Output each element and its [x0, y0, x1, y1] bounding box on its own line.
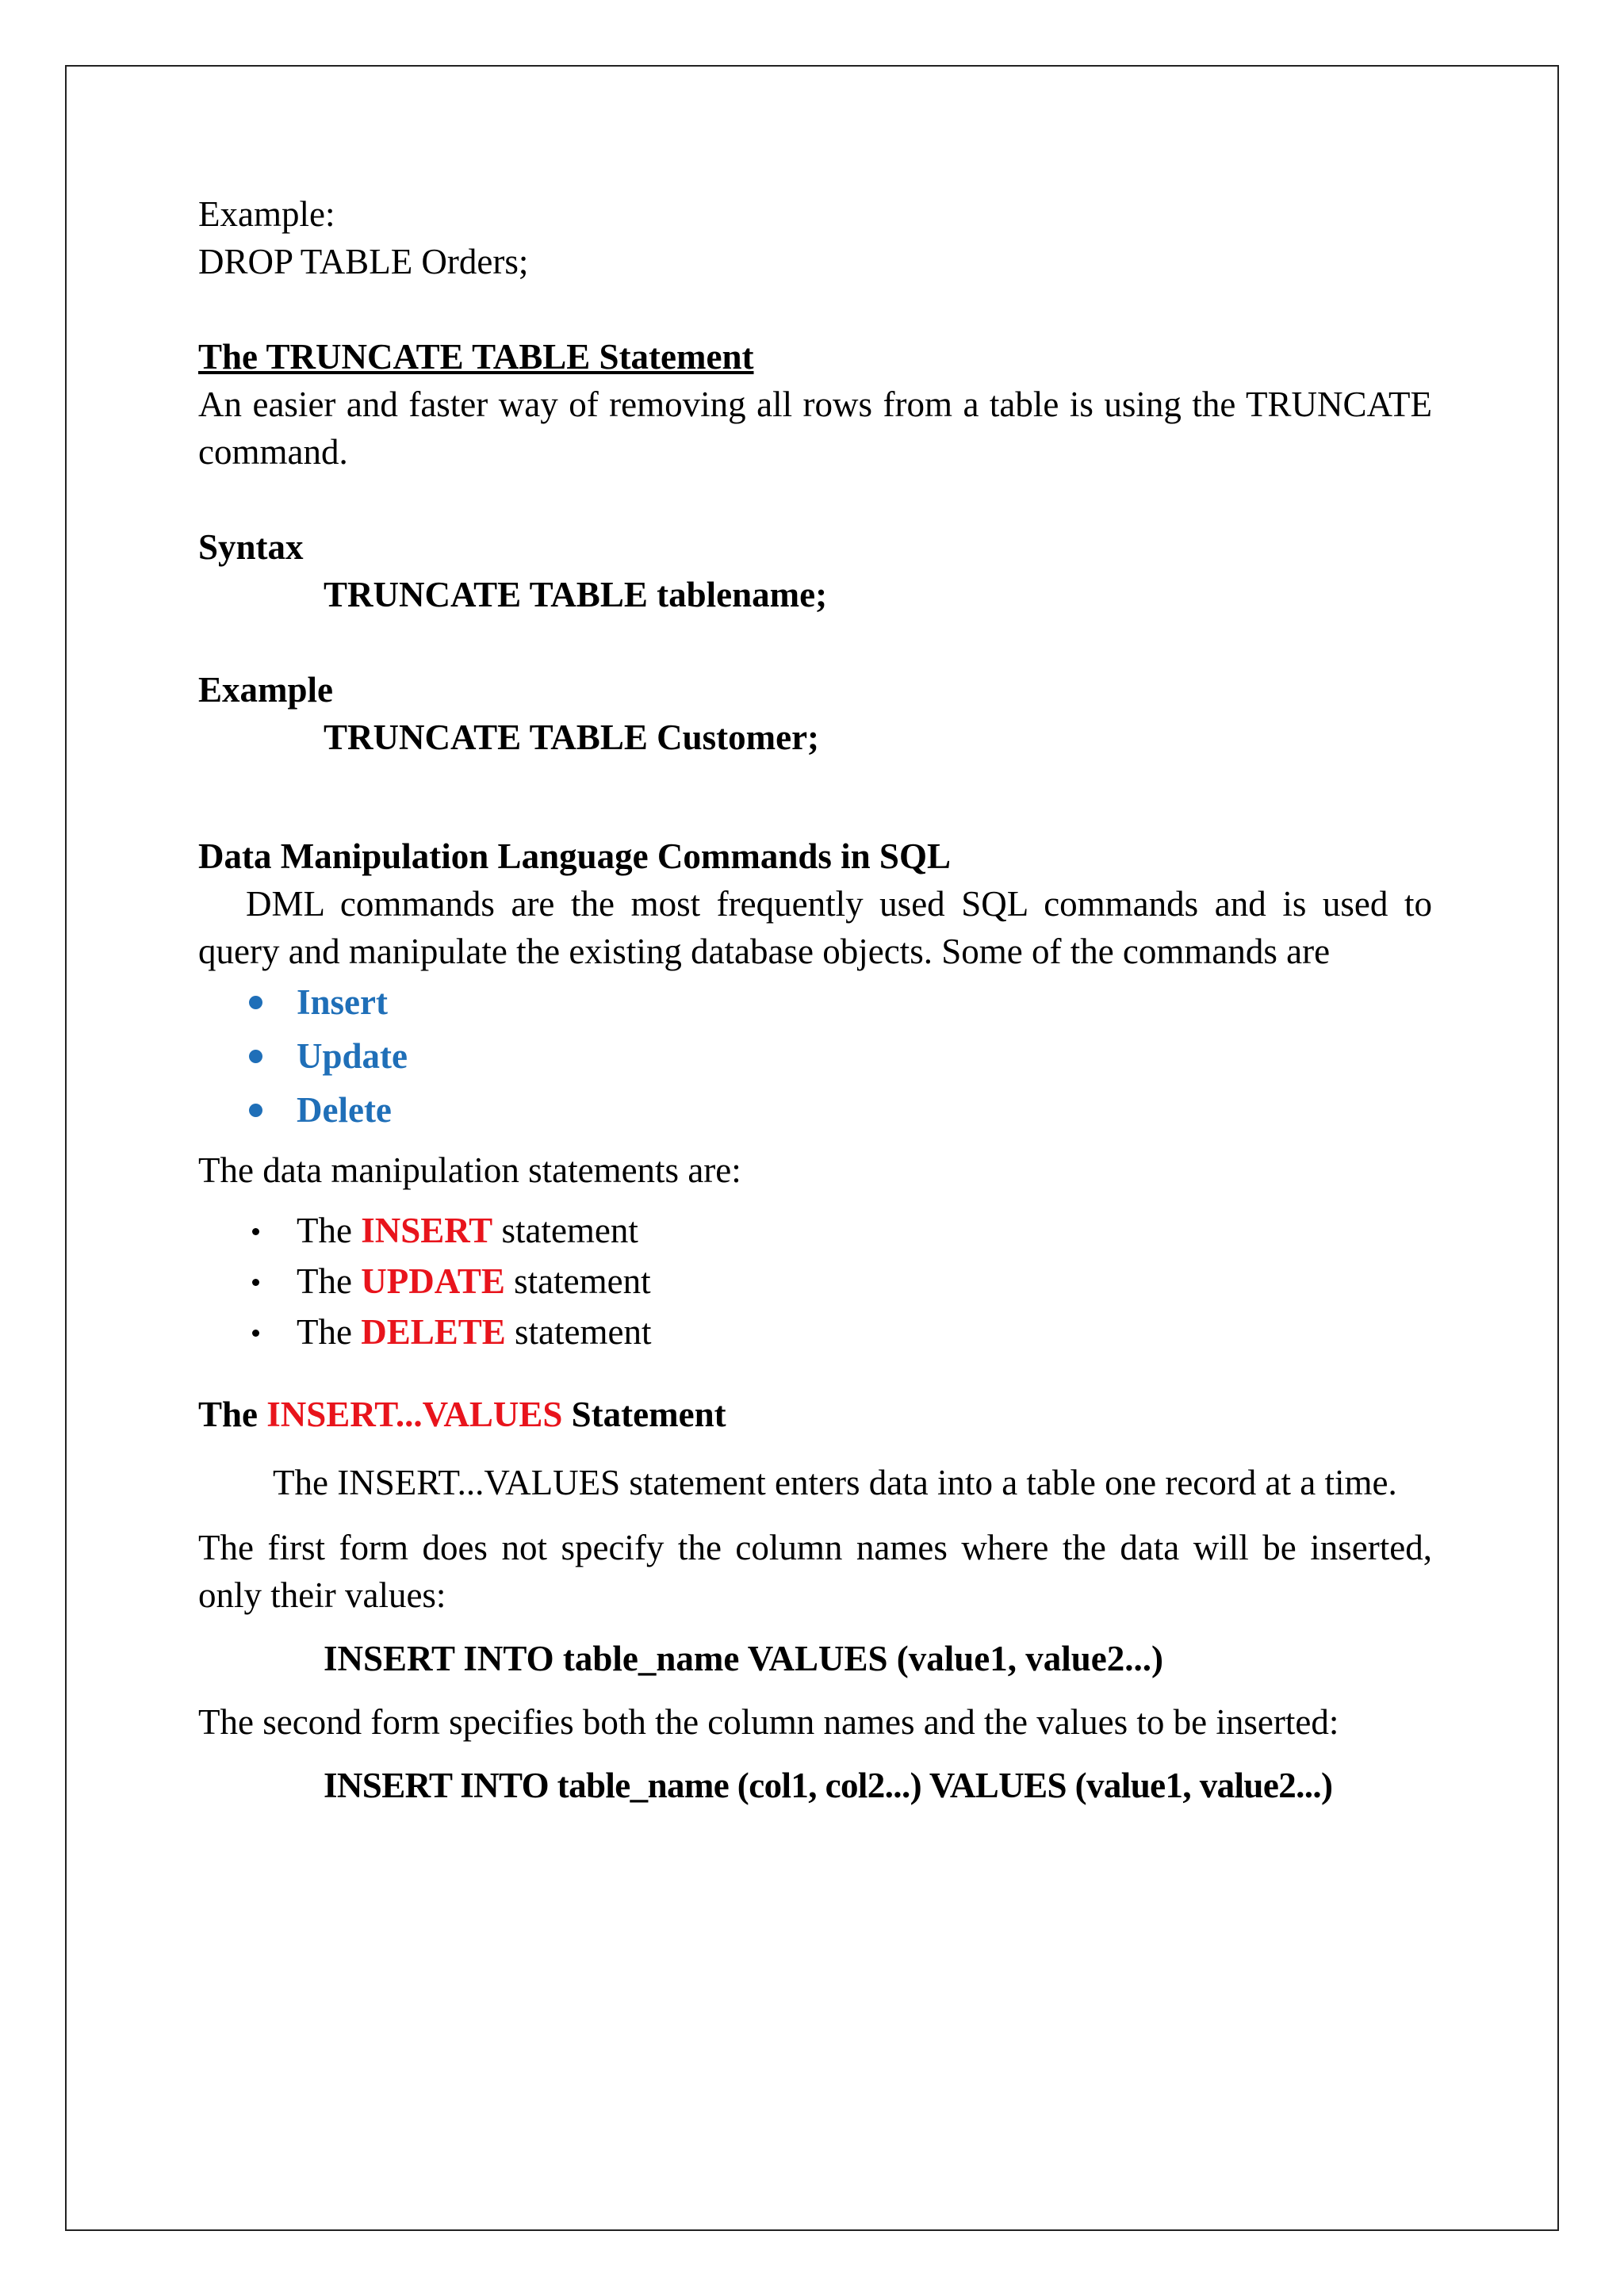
- first-form-text: The first form does not specify the column names where the data will be inserted, only their values:: [198, 1528, 1432, 1615]
- list-item: [198, 1029, 1432, 1083]
- example-code: TRUNCATE TABLE Customer;: [324, 718, 820, 757]
- dml-description: DML commands are the most frequently used SQL commands and is used to query and manipulate the existing database objects. Some of the commands are: [198, 884, 1432, 971]
- truncate-description: An easier and faster way of removing all rows from a table is using the TRUNCATE command.: [198, 385, 1432, 472]
- statement-prefix: The: [297, 1211, 352, 1250]
- dml-heading: Data Manipulation Language Commands in SQL: [198, 836, 951, 876]
- bullet-icon: [249, 996, 262, 1009]
- bullet-icon: [252, 1228, 259, 1235]
- statement-prefix: The: [297, 1312, 352, 1352]
- statement-keyword: DELETE: [361, 1312, 506, 1352]
- dml-command-insert: Insert: [297, 982, 388, 1022]
- example-heading: Example: [198, 670, 334, 710]
- insert-heading-prefix: The: [198, 1395, 259, 1434]
- statement-keyword: UPDATE: [361, 1261, 505, 1301]
- statement-suffix: statement: [515, 1312, 652, 1352]
- second-form-code: INSERT INTO table_name (col1, col2...) VALUES (value1, value2...): [324, 1766, 1333, 1805]
- first-form-code: INSERT INTO table_name VALUES (value1, value2...): [324, 1639, 1164, 1678]
- insert-description: The INSERT...VALUES statement enters data into a table one record at a time.: [273, 1463, 1397, 1502]
- bullet-icon: [249, 1050, 262, 1063]
- truncate-heading: The TRUNCATE TABLE Statement: [198, 337, 754, 377]
- example-label: Example:: [198, 194, 335, 234]
- insert-heading: [198, 1391, 1432, 1438]
- syntax-code: TRUNCATE TABLE tablename;: [324, 575, 828, 614]
- statement-list: [198, 1205, 1432, 1357]
- statement-prefix: The: [297, 1261, 352, 1301]
- list-item: [198, 975, 1432, 1029]
- document-content: [198, 190, 1432, 1809]
- statement-suffix: statement: [514, 1261, 651, 1301]
- second-form-text: The second form specifies both the column names and the values to be inserted:: [198, 1702, 1339, 1742]
- insert-heading-suffix: Statement: [571, 1395, 726, 1434]
- bullet-icon: [252, 1330, 259, 1337]
- dml-command-list: [198, 975, 1432, 1137]
- insert-heading-keyword: INSERT...VALUES: [266, 1395, 563, 1434]
- dml-command-update: Update: [297, 1036, 408, 1076]
- syntax-label: Syntax: [198, 527, 304, 567]
- list-item: [198, 1083, 1432, 1137]
- statements-intro: The data manipulation statements are:: [198, 1150, 741, 1190]
- statement-suffix: statement: [501, 1211, 638, 1250]
- bullet-icon: [249, 1104, 262, 1117]
- list-item: [198, 1307, 1432, 1357]
- bullet-icon: [252, 1279, 259, 1286]
- dml-command-delete: Delete: [297, 1090, 392, 1130]
- statement-keyword: INSERT: [361, 1211, 493, 1250]
- drop-statement: DROP TABLE Orders;: [198, 242, 529, 281]
- list-item: [198, 1205, 1432, 1256]
- list-item: [198, 1256, 1432, 1307]
